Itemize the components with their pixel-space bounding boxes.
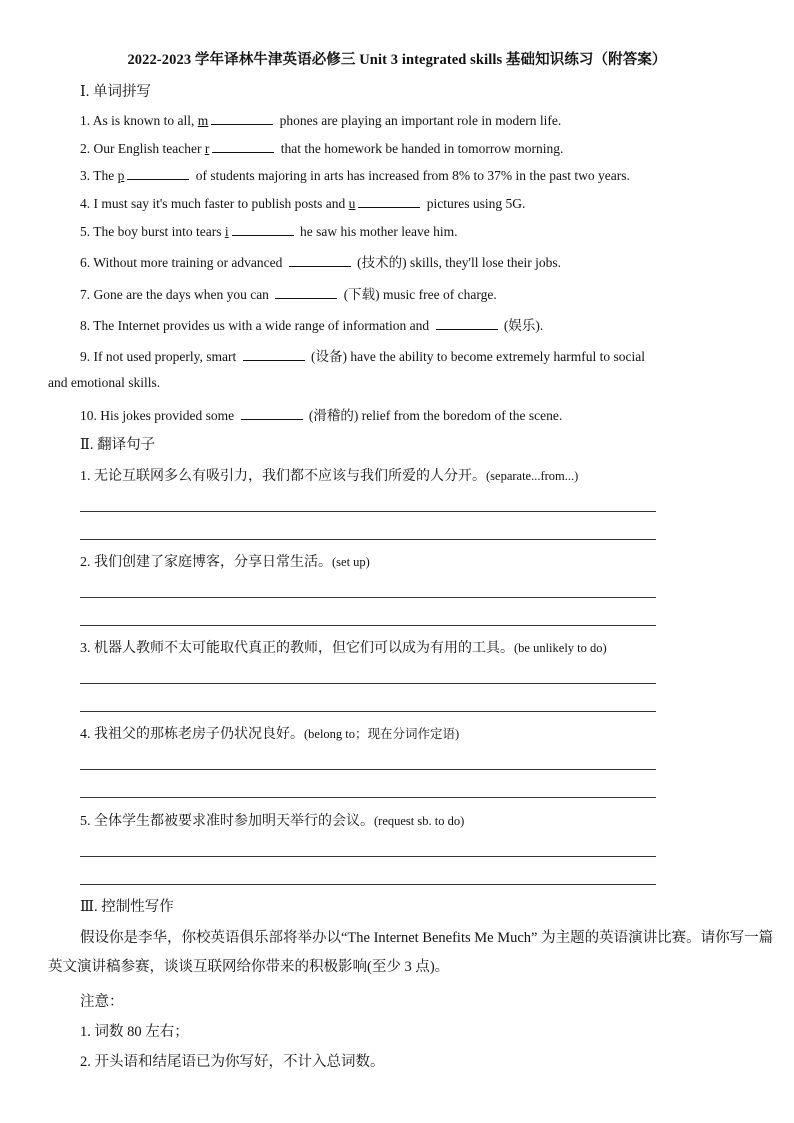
note-label: 注意：	[80, 994, 124, 1010]
answer-blank[interactable]	[289, 254, 351, 267]
answer-line[interactable]	[80, 625, 656, 626]
answer-line[interactable]	[80, 769, 656, 770]
answer-blank[interactable]	[232, 223, 294, 236]
answer-blank[interactable]	[211, 112, 273, 125]
spelling-item-1: 1. As is known to all, m phones are playing an important role in modern life.	[80, 113, 562, 128]
spelling-item-2: 2. Our English teacher r that the homework be handed in tomorrow morning.	[80, 141, 564, 156]
translation-question-5: 5. 全体学生都被要求准时参加明天举行的会议。(request sb. to do)	[80, 814, 465, 829]
answer-line[interactable]	[80, 884, 656, 885]
hint: (set up)	[332, 555, 370, 569]
note-1: 1. 词数 80 左右；	[80, 1024, 189, 1040]
answer-line[interactable]	[80, 856, 656, 857]
spelling-item-4: 4. I must say it's much faster to publish posts and u pictures using 5G.	[80, 196, 526, 211]
blank-letter: p	[117, 168, 125, 183]
spelling-item-3: 3. The p of students majoring in arts has increased from 8% to 37% in the past two years.	[80, 168, 630, 183]
answer-blank[interactable]	[358, 195, 420, 208]
spelling-item-7: 7. Gone are the days when you can (下载) music free of charge.	[80, 287, 497, 302]
spelling-item-8: 8. The Internet provides us with a wide range of information and (娱乐).	[80, 318, 544, 333]
blank-letter: r	[204, 141, 210, 156]
spelling-item-9: 9. If not used properly, smart (设备) have the ability to become extremely harmful to social	[80, 349, 645, 364]
writing-prompt: 假设你是李华，你校英语俱乐部将举办以“The Internet Benefits Me Much” 为主题的英语演讲比赛。请你写一篇英文演讲稿参赛，谈谈互联网给你带来的积极影响(至少 3 点)。	[48, 930, 774, 975]
answer-line[interactable]	[80, 597, 656, 598]
blank-letter: i	[224, 224, 229, 239]
blank-letter: u	[348, 196, 356, 211]
spelling-item-5: 5. The boy burst into tears i he saw his mother leave him.	[80, 224, 458, 239]
answer-line[interactable]	[80, 683, 656, 684]
translation-question-2: 2. 我们创建了家庭博客，分享日常生活。(set up)	[80, 555, 370, 570]
spelling-item-10: 10. His jokes provided some (滑稽的) relief from the boredom of the scene.	[80, 408, 563, 423]
answer-blank[interactable]	[212, 140, 274, 153]
answer-line[interactable]	[80, 539, 656, 540]
answer-line[interactable]	[80, 711, 656, 712]
spelling-item-9-continued: and emotional skills.	[48, 375, 161, 390]
page-title: 2022-2023 学年译林牛津英语必修三 Unit 3 integrated skills 基础知识练习（附答案）	[127, 52, 667, 68]
answer-blank[interactable]	[243, 348, 305, 361]
section-1-heading: Ⅰ. 单词拼写	[80, 84, 151, 100]
answer-blank[interactable]	[127, 167, 189, 180]
blank-letter: m	[197, 113, 209, 128]
answer-blank[interactable]	[241, 407, 303, 420]
translation-question-3: 3. 机器人教师不太可能取代真正的教师，但它们可以成为有用的工具。(be unlikely to do)	[80, 641, 607, 656]
translation-question-4: 4. 我祖父的那栋老房子仍状况良好。(belong to；现在分词作定语)	[80, 727, 460, 742]
section-2-heading: Ⅱ. 翻译句子	[80, 437, 156, 453]
answer-line[interactable]	[80, 511, 656, 512]
note-2: 2. 开头语和结尾语已为你写好，不计入总词数。	[80, 1054, 385, 1070]
hint: (separate...from...)	[486, 469, 579, 483]
translation-question-1: 1. 无论互联网多么有吸引力，我们都不应该与我们所爱的人分开。(separate...from...)	[80, 469, 579, 484]
answer-blank[interactable]	[436, 317, 498, 330]
hint: (be unlikely to do)	[514, 641, 607, 655]
hint: (belong to；现在分词作定语)	[304, 727, 460, 741]
answer-line[interactable]	[80, 797, 656, 798]
hint: (request sb. to do)	[374, 814, 465, 828]
answer-blank[interactable]	[275, 286, 337, 299]
spelling-item-6: 6. Without more training or advanced (技术的) skills, they'll lose their jobs.	[80, 255, 561, 270]
section-3-heading: Ⅲ. 控制性写作	[80, 899, 174, 915]
